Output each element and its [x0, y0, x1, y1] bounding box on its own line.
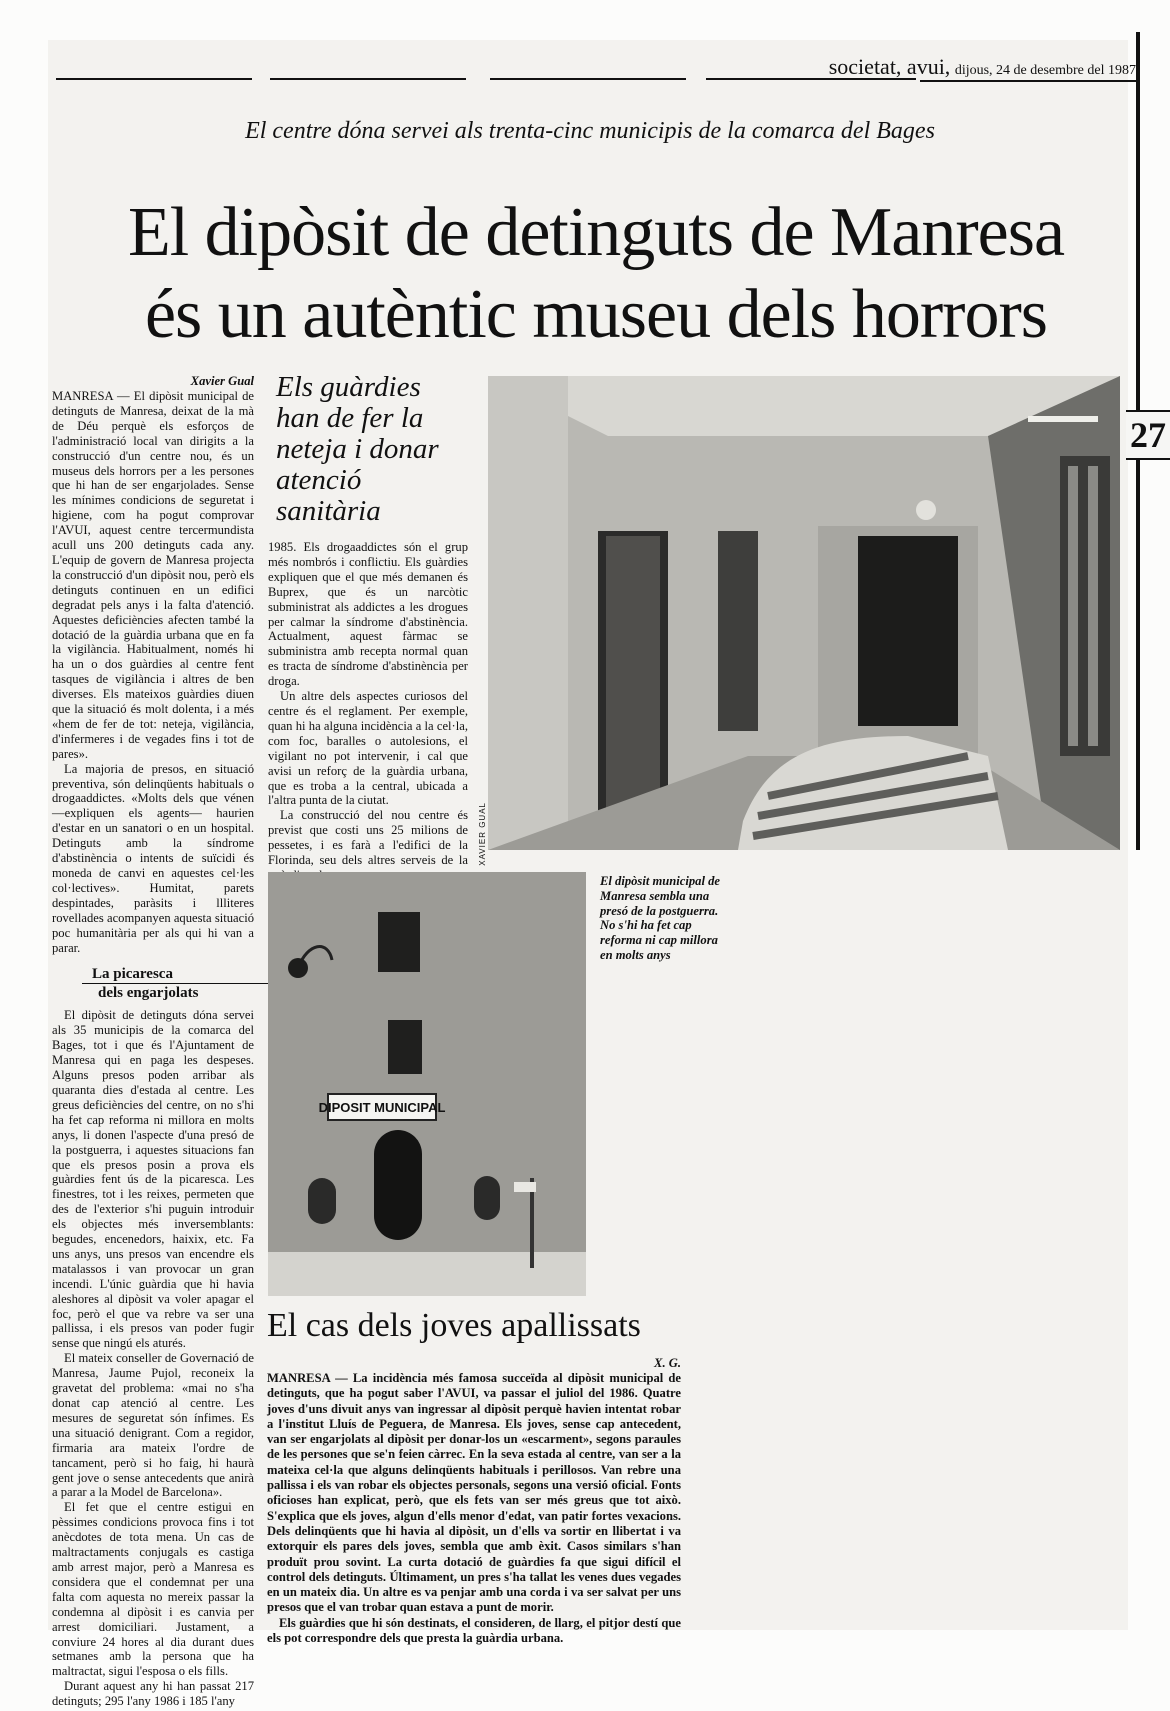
- kicker: El centre dóna servei als trenta-cinc municipis de la comarca del Bages: [245, 118, 935, 144]
- body-paragraph: MANRESA — El dipòsit municipal de detinguts de Manresa, deixat de la mà de Déu perquè els esforços de l'administració local van dirigits a la construcció d'un centre nou, és un museus dels horrors per a les persones que hi han de ser engarjolades. Sense les mínimes condicions de seguretat i higiene, com ha pogut comprovar l'AVUI, aquest centre tercermundista acull uns 200 detinguts cada any. L'equip de govern de Manresa projecta la construcció d'un dipòsit nou, però els detinguts continuen en un edifici degradat pels anys i la falta d'atenció. Aquestes deficiències afecten també la dotació de la guàrdia urbana que en fa la vigilància. Habitualment, només hi ha un o dos guàrdies al centre fent tasques de vigilància i altres de ben diverses. Els mateixos guàrdies diuen que la situació és molt dolenta, i a més «hem de fer de tot: neteja, vigilància, d'infermeres i de vegades fins i tot de pares».: [52, 389, 254, 761]
- photo-credit: XAVIER GUAL: [478, 802, 487, 866]
- section-name: societat, avui,: [828, 54, 951, 79]
- article-column-1: [52, 374, 254, 1709]
- photo-caption: El dipòsit municipal de Manresa sembla una presó de la postguerra. No s'hi ha fet cap reforma ni cap millora en molts anys: [600, 874, 721, 962]
- body-paragraph: Durant aquest any hi han passat 217 detinguts; 295 l'any 1986 i 185 l'any: [52, 1679, 254, 1709]
- body-paragraph: Un altre dels aspectes curiosos del centre és el reglament. Per exemple, quan hi ha alguna incidència a la cel·la, com foc, baralles o autolesions, el vigilant no pot intervenir, i cal que avisi un reforç de la guàrdia urbana, que es troba a la central, ubicada a l'altra punta de la ciutat.: [268, 689, 468, 808]
- sidebar-body: [267, 1356, 681, 1646]
- body-paragraph: La construcció del nou centre és previst que costi uns 25 milions de pessetes, i es farà a l'edifici de la Florinda, seu dels altres serveis de la: [268, 808, 468, 868]
- sidebar-paragraph: Els guàrdies que hi són destinats, el consideren, de llarg, el pitjor destí que els pot correspondre dels que presta la guàrdia urbana.: [267, 1615, 681, 1646]
- body-paragraph: El dipòsit de detinguts dóna servei als 35 municipis de la comarca del Bages, tot i que és l'Ajuntament de Manresa qui en paga les despeses. Alguns presos poden arribar als quaranta dies d'estada al centre. Les greus deficiències del centre, on no s'hi ha fet cap reforma ni millora en molts anys, li donen l'aspecte d'una presó de la postguerra, i aquestes situacions fan que els presos posin a prova els guàrdies fent ús de la picaresca. Les finestres, tot i les reixes, permeten que des de l'exterior s'hi puguin introduir els objectes més inversemblants: begudes, encenedors, haixix, etc. Fa uns anys, uns presos van encendre els matalassos i van provocar un gran incendi. L'únic guàrdia que hi havia aleshores al dipòsit va voler apagar el foc, però el que va rebre va ser una pallissa, i els presos van poder fugir sense que ningú els aturés.: [52, 1008, 254, 1351]
- headline-line-1: El dipòsit de detinguts de Manresa: [127, 194, 1065, 271]
- subhead-line-2: dels engarjolats: [98, 985, 199, 1002]
- sidebar-byline: X. G.: [654, 1356, 681, 1370]
- body-paragraph: El fet que el centre estigui en pèssimes condicions provoca fins i tot anècdotes de tota mena. Un cas de maltractaments conjugals es castiga amb arrest major, però a Manresa es considera que el condemnat per una falta com aquesta no mereix passar la condemna al dipòsit i es canvia per arrest domiciliari. Justament, a conviure 24 hores al dia durant dues setmanes amb la persona que ha maltractat, sigui l'esposa o els fills.: [52, 1500, 254, 1679]
- pull-quote: Els guàrdies han de fer la neteja i donar atenció sanitària: [276, 371, 439, 527]
- sign-text: DIPOSIT MUNICIPAL: [318, 1100, 446, 1115]
- article-column-2: [268, 540, 468, 883]
- subhead: [52, 965, 254, 1002]
- headline: [56, 192, 1136, 356]
- body-paragraph: El mateix conseller de Governació de Manresa, Jaume Pujol, reconeix la gravetat del problema: «mai no s'ha donat cap atenció al centre. Les mesures de seguretat són ínfimes. Es una situació denigrant. Com a regidor, firmaria ara mateix l'ordre de tancament, però si ho faig, hi haurà gent jove o sense antecedents que anirà a parar a la Model de Barcelona».: [52, 1351, 254, 1500]
- byline: Xavier Gual: [190, 374, 254, 388]
- building-photo: [268, 872, 586, 1296]
- header-underline: [920, 80, 1136, 82]
- body-paragraph: La majoria de presos, en situació preventiva, són delinqüents habituals o drogaaddictes. «Molts dels que vénen —expliquen els agents— haurien d'estar en un sanatori o en un hospital. Detinguts amb la síndrome d'abstinència o intents de suïcidi és moneda de canvi en aquestes cel·les col·lectives». Humitat, parets despintades, paràsits i llliteres rovellades acompanyen aquesta situació poc humanitària per als qui hi van a parar.: [52, 761, 254, 955]
- headline-line-2: és un autèntic museu dels horrors: [144, 276, 1048, 353]
- sidebar-paragraph: MANRESA — La incidència més famosa succeïda al dipòsit municipal de detinguts, que ha pogut saber l'AVUI, va passar el juliol del 1986. Quatre joves d'uns divuit anys van ingressar al dipòsit perquè havien intentat robar a l'institut Lluís de Peguera, de Manresa. Els joves, sense cap antecedent, van ser engarjolats al dipòsit per donar-los un «escarment», segons paraules de les persones que se'n feien càrrec. En la seva estada al centre, van ser a la mateixa cel·la que alguns delinqüents habituals i perillosos. Van rebre una pallissa i els van robar els objectes personals, segons una versió oficial. Fonts oficioses han explicat, però, que els fets van ser més greus que tot això. S'explica que els joves, algun d'ells menor d'edat, van patir fortes vexacions. Dels delinqüents que hi havia al dipòsit, un d'ells va sortir en llibertat i va extorquir els pares dels joves, sembla que amb èxit. Casos similars s'han produït prou sovint. La curta dotació de guàrdies fa que sigui difícil el control dels detinguts. Últimament, un pres s'ha tallat les venes dues vegades en un mateix dia. Un altre es va penjar amb una corda i va ser salvat per uns presos que el van trobar quan estava a punt de morir.: [267, 1371, 681, 1615]
- corridor-photo-image: [488, 376, 1120, 850]
- issue-date: dijous, 24 de desembre del 1987: [954, 63, 1136, 78]
- body-paragraph: 1985. Els drogaaddictes són el grup més nombrós i conflictiu. Els guàrdies expliquen que el que més demanen és Buprex, que és un narcòtic subministrat als addictes a les drogues per calmar la síndrome d'abstinència. Actualment, aquest fàrmac se subministra amb recepta normal quan es tracta de síndrome d'abstinència per droga.: [268, 540, 468, 689]
- page-number: 27: [1126, 410, 1170, 460]
- subhead-line-1: La picaresca: [92, 966, 173, 983]
- building-photo-image: [268, 872, 586, 1296]
- section-header: [816, 54, 1136, 80]
- sidebar-headline: El cas dels joves apallissats: [267, 1307, 641, 1344]
- corridor-photo: [488, 376, 1120, 850]
